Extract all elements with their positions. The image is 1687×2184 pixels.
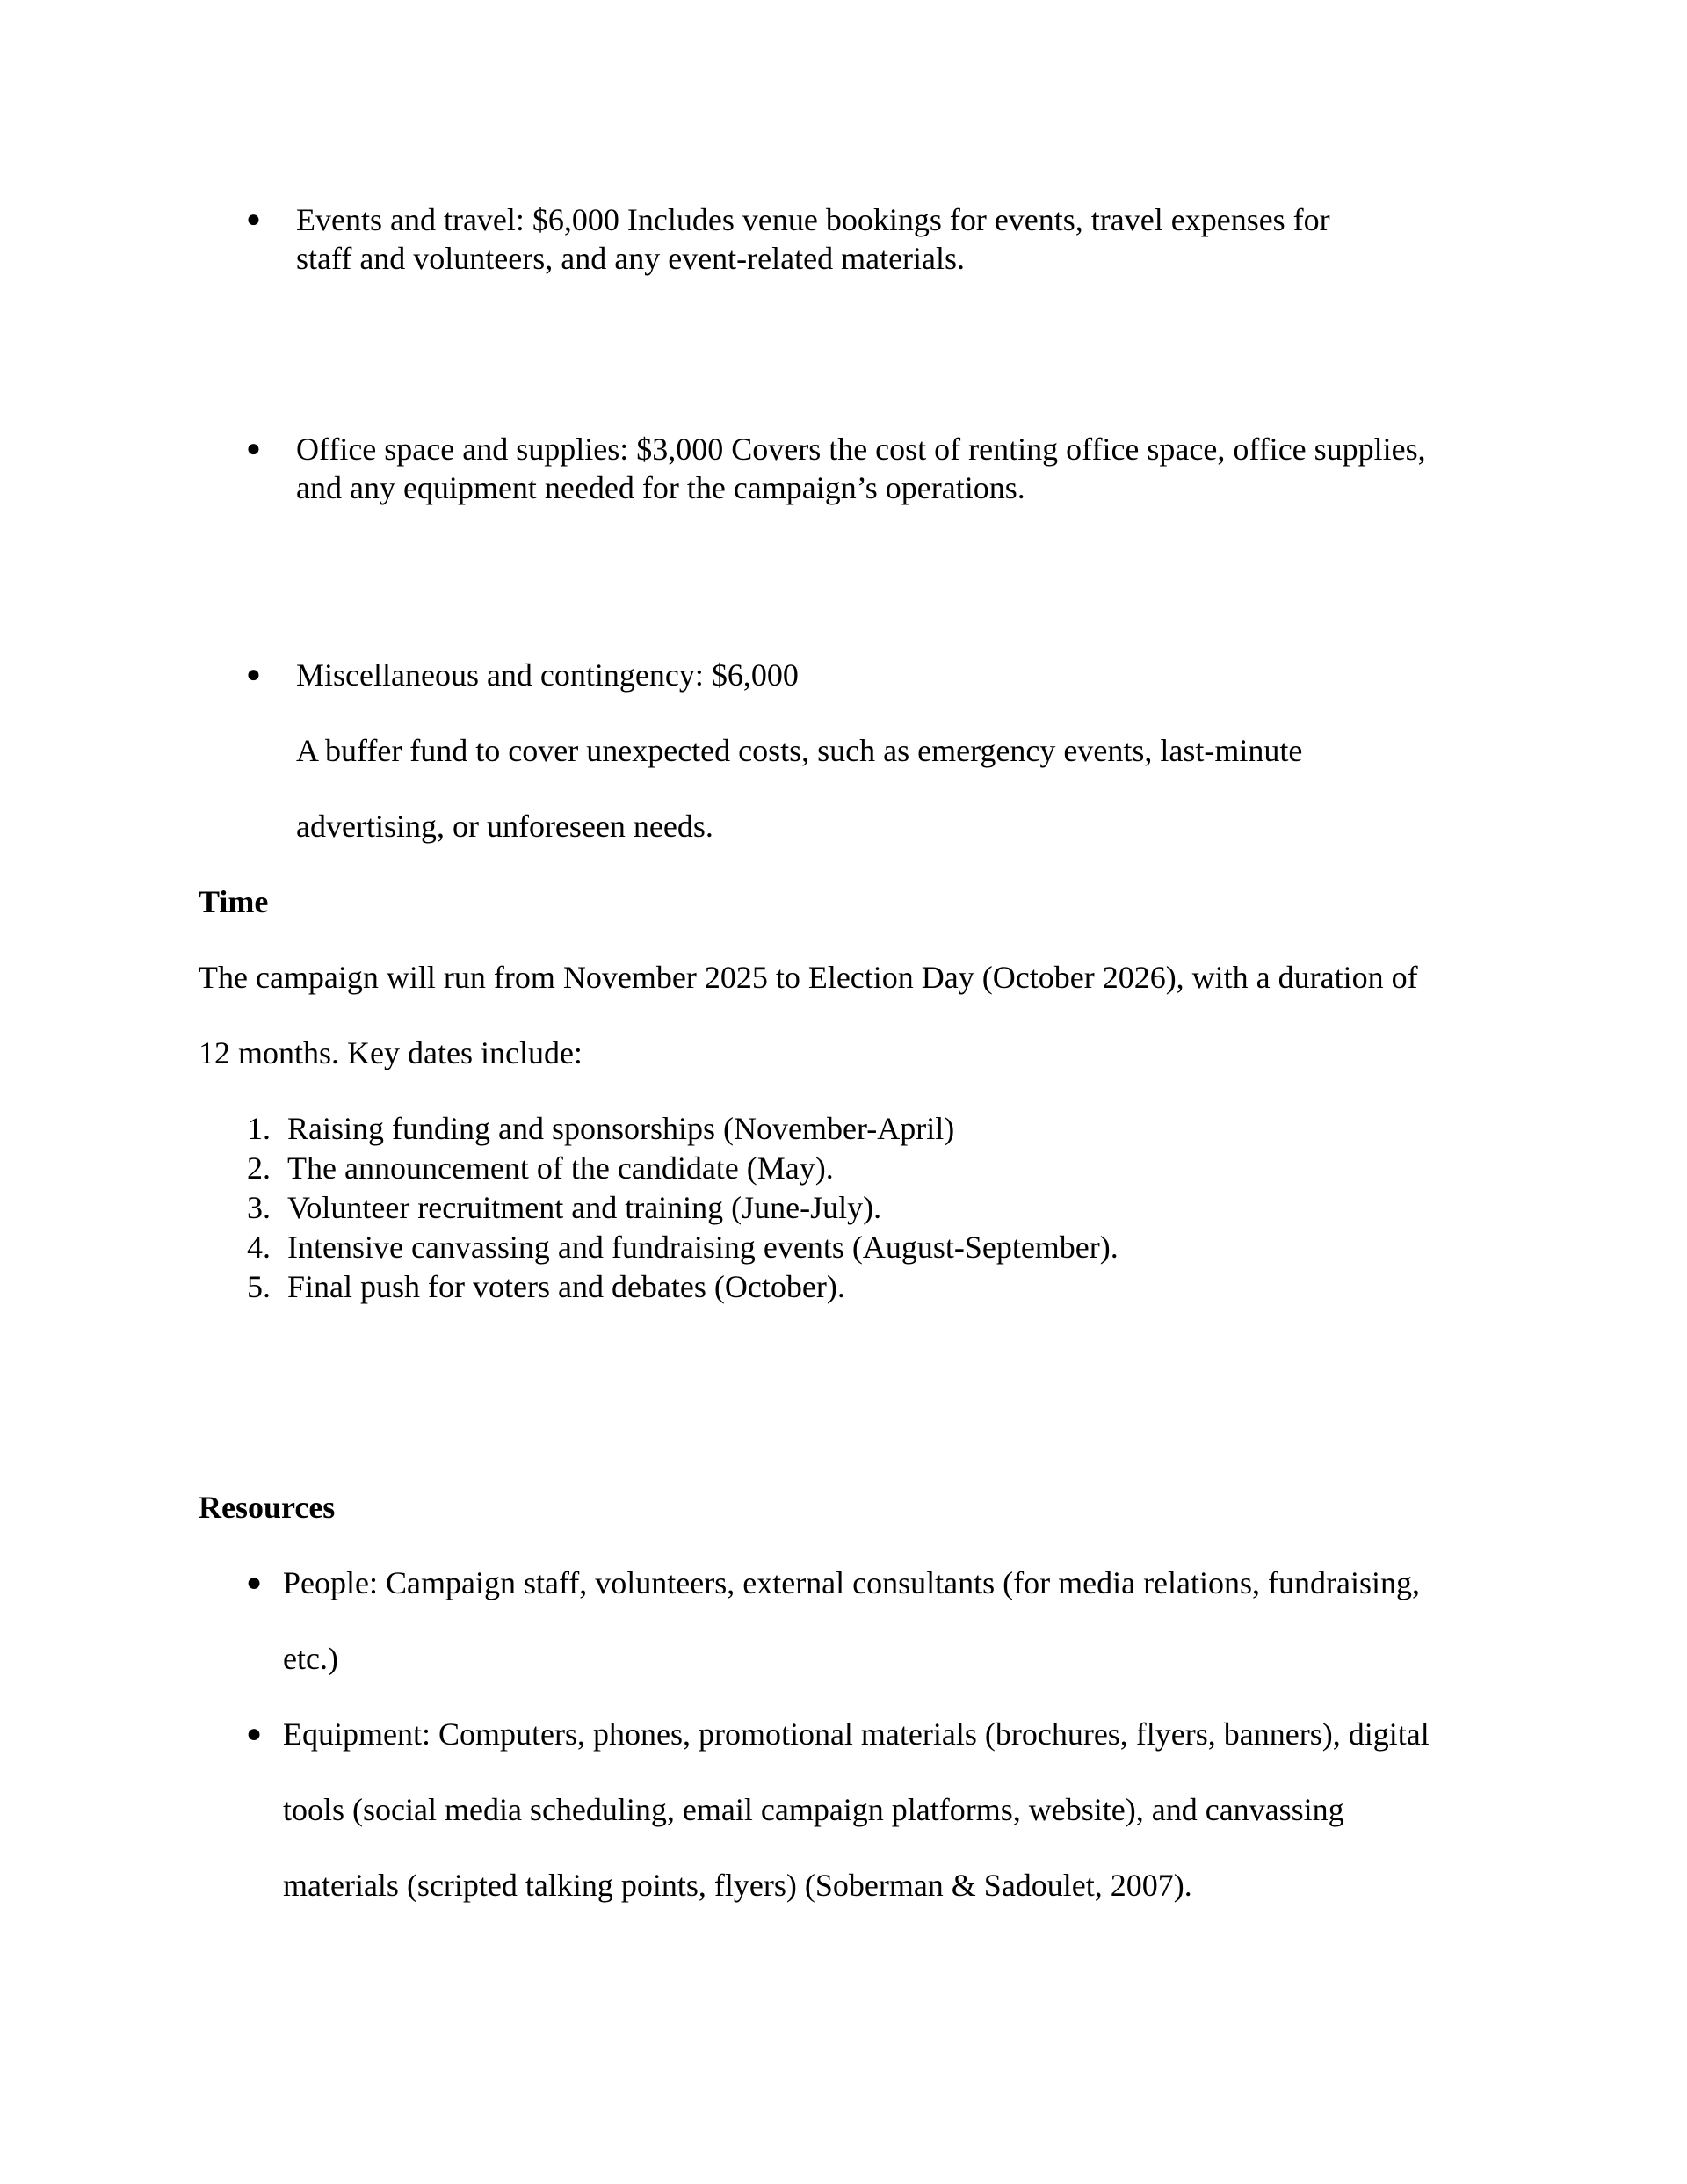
budget-item-text: staff and volunteers, and any event-related materials. xyxy=(296,241,966,276)
list-item: Intensive canvassing and fundraising events (August-September). xyxy=(287,1230,1119,1265)
paragraph-line: The campaign will run from November 2025 to Election Day (October 2026), with a duration of xyxy=(199,960,1418,995)
resource-item-text: etc.) xyxy=(283,1641,338,1676)
bullet-icon: ● xyxy=(246,1568,263,1597)
budget-item-text: Office space and supplies: $3,000 Covers the cost of renting office space, office supplies, xyxy=(296,432,1426,467)
section-heading-time: Time xyxy=(199,884,269,919)
budget-item-text: A buffer fund to cover unexpected costs, such as emergency events, last-minute xyxy=(296,733,1303,768)
budget-item-text: Events and travel: $6,000 Includes venue bookings for events, travel expenses for xyxy=(296,202,1330,237)
budget-item-text: Miscellaneous and contingency: $6,000 xyxy=(296,657,799,693)
budget-item-text: and any equipment needed for the campaign’s operations. xyxy=(296,470,1025,505)
list-item-number: 1. xyxy=(247,1111,271,1146)
bullet-icon: ● xyxy=(246,206,261,233)
bullet-icon: ● xyxy=(246,1719,263,1748)
bullet-icon: ● xyxy=(246,661,261,688)
budget-item-text: advertising, or unforeseen needs. xyxy=(296,809,713,844)
list-item-number: 5. xyxy=(247,1269,271,1304)
list-item: Final push for voters and debates (October). xyxy=(287,1269,845,1304)
list-item: Raising funding and sponsorships (November-April) xyxy=(287,1111,955,1146)
list-item-number: 3. xyxy=(247,1190,271,1225)
list-item: The announcement of the candidate (May). xyxy=(287,1150,834,1186)
section-heading-resources: Resources xyxy=(199,1490,336,1525)
list-item-number: 4. xyxy=(247,1230,271,1265)
list-item: Volunteer recruitment and training (June-July). xyxy=(287,1190,882,1225)
resource-item-text: Equipment: Computers, phones, promotional materials (brochures, flyers, banners), digital xyxy=(283,1716,1430,1752)
resource-item-text: People: Campaign staff, volunteers, external consultants (for media relations, fundraising, xyxy=(283,1565,1420,1600)
list-item-number: 2. xyxy=(247,1150,271,1186)
bullet-icon: ● xyxy=(246,435,261,462)
resource-item-text: materials (scripted talking points, flyers) (Soberman & Sadoulet, 2007). xyxy=(283,1868,1192,1903)
resource-item-text: tools (social media scheduling, email campaign platforms, website), and canvassing xyxy=(283,1792,1344,1827)
paragraph-line: 12 months. Key dates include: xyxy=(199,1035,583,1070)
